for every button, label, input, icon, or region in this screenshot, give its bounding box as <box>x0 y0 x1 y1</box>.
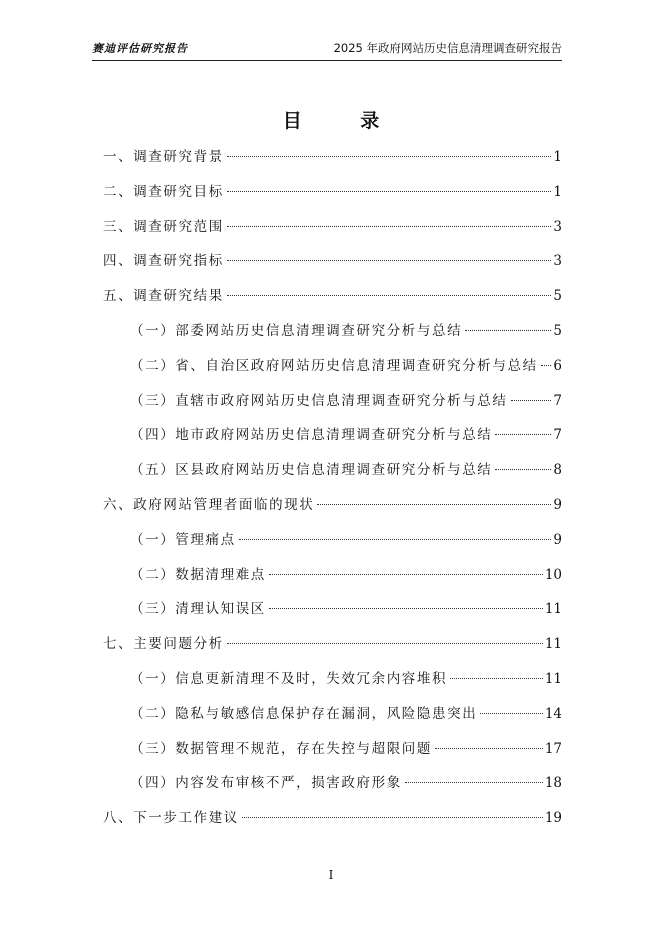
toc-entry[interactable] <box>130 319 562 343</box>
toc-entry[interactable] <box>130 354 562 378</box>
toc-dot-leader <box>227 156 552 157</box>
toc-entry-page: 7 <box>553 427 562 444</box>
toc-entry-page: 11 <box>544 636 562 653</box>
toc-entry[interactable] <box>130 702 562 726</box>
toc-entry-page: 7 <box>553 392 562 409</box>
toc-entry-title: （二）隐私与敏感信息保护存在漏洞，风险隐患突出 <box>130 705 478 722</box>
toc-title: 目 录 <box>282 110 406 132</box>
toc-entry[interactable] <box>130 528 562 552</box>
toc-dot-leader <box>269 574 543 575</box>
toc-entry-title: 四、调查研究指标 <box>103 253 224 270</box>
toc-entry-page: 10 <box>544 566 562 583</box>
toc-entry-page: 1 <box>553 183 562 200</box>
toc-entry[interactable] <box>130 423 562 447</box>
toc-entry-title: 五、调查研究结果 <box>103 288 224 305</box>
toc-entry[interactable] <box>130 458 562 482</box>
toc-entry-title: （一）部委网站历史信息清理调查研究分析与总结 <box>130 323 463 339</box>
toc-dot-leader <box>511 400 552 401</box>
toc-dot-leader <box>269 608 543 609</box>
toc-entry[interactable] <box>103 632 562 656</box>
toc-dot-leader <box>227 295 552 296</box>
toc-entry-title: 八、下一步工作建议 <box>103 810 239 827</box>
toc-entry-title: （四）内容发布审核不严，损害政府形象 <box>130 775 402 792</box>
toc-entry[interactable] <box>130 667 562 691</box>
toc-entry[interactable] <box>103 284 562 308</box>
toc-entry-title: （三）清理认知误区 <box>130 601 266 618</box>
toc-entry-page: 5 <box>553 323 562 339</box>
toc-entry-page: 19 <box>544 810 562 827</box>
toc-entry-title: 三、调查研究范围 <box>103 218 224 235</box>
toc-entry-title: （二）数据清理难点 <box>130 566 266 583</box>
toc-dot-leader <box>242 817 543 818</box>
toc-entry[interactable] <box>103 215 562 239</box>
toc-entry-page: 11 <box>544 601 562 618</box>
toc-dot-leader <box>450 678 543 679</box>
toc-entry-page: 3 <box>553 218 562 235</box>
toc-dot-leader <box>495 434 551 435</box>
toc-entry[interactable] <box>130 389 562 413</box>
toc-entry-page: 9 <box>553 497 562 513</box>
toc-dot-leader <box>465 330 551 331</box>
page-number: I <box>328 868 334 882</box>
toc-entry-title: （五）区县政府网站历史信息清理调查研究分析与总结 <box>130 462 493 479</box>
toc-dot-leader <box>317 504 551 505</box>
toc-entry-page: 5 <box>553 288 562 305</box>
toc-entry-title: 七、主要问题分析 <box>103 636 224 653</box>
toc-entry-title: （四）地市政府网站历史信息清理调查研究分析与总结 <box>130 427 493 444</box>
toc-entry[interactable] <box>130 563 562 587</box>
toc-entry-title: 二、调查研究目标 <box>103 183 224 200</box>
toc-dot-leader <box>541 365 552 366</box>
toc-entry-page: 8 <box>553 462 562 479</box>
toc-entry[interactable] <box>103 145 562 169</box>
toc-dot-leader <box>435 748 543 749</box>
toc-dot-leader <box>227 191 552 192</box>
header-publisher: 赛迪评估研究报告 <box>92 42 188 55</box>
toc-entry-title: 一、调查研究背景 <box>103 149 224 165</box>
toc-entry-page: 18 <box>544 775 562 792</box>
toc-entry-title: （三）数据管理不规范，存在失控与超限问题 <box>130 740 432 757</box>
toc-entry-page: 9 <box>553 531 562 548</box>
toc-dot-leader <box>405 782 543 783</box>
toc-entry-title: （一）管理痛点 <box>130 531 236 548</box>
toc-entry-page: 14 <box>544 705 562 722</box>
toc-entry-page: 11 <box>544 671 562 687</box>
toc-dot-leader <box>495 469 551 470</box>
toc-entry[interactable] <box>103 493 562 517</box>
header-divider <box>92 60 562 61</box>
toc-entry-page: 6 <box>553 357 562 374</box>
toc-entry[interactable] <box>130 737 562 761</box>
header-report-title: 2025 年政府网站历史信息清理调查研究报告 <box>333 41 562 55</box>
toc-dot-leader <box>227 643 543 644</box>
toc-entry-page: 17 <box>544 740 562 757</box>
toc-entry[interactable] <box>103 180 562 204</box>
toc-entry-title: 六、政府网站管理者面临的现状 <box>103 497 315 513</box>
toc-dot-leader <box>227 226 552 227</box>
toc-entry-page: 3 <box>553 253 562 270</box>
toc-dot-leader <box>227 260 552 261</box>
toc-entry-title: （二）省、自治区政府网站历史信息清理调查研究分析与总结 <box>130 357 538 374</box>
toc-entry-title: （三）直辖市政府网站历史信息清理调查研究分析与总结 <box>130 392 508 409</box>
toc-entry[interactable] <box>130 597 562 621</box>
toc-entry-page: 1 <box>553 149 562 165</box>
toc-entry-title: （一）信息更新清理不及时，失效冗余内容堆积 <box>130 671 448 687</box>
toc-dot-leader <box>239 539 552 540</box>
toc-entry[interactable] <box>103 806 562 830</box>
toc-entry[interactable] <box>130 771 562 795</box>
toc-dot-leader <box>480 713 543 714</box>
toc-entry[interactable] <box>103 249 562 273</box>
